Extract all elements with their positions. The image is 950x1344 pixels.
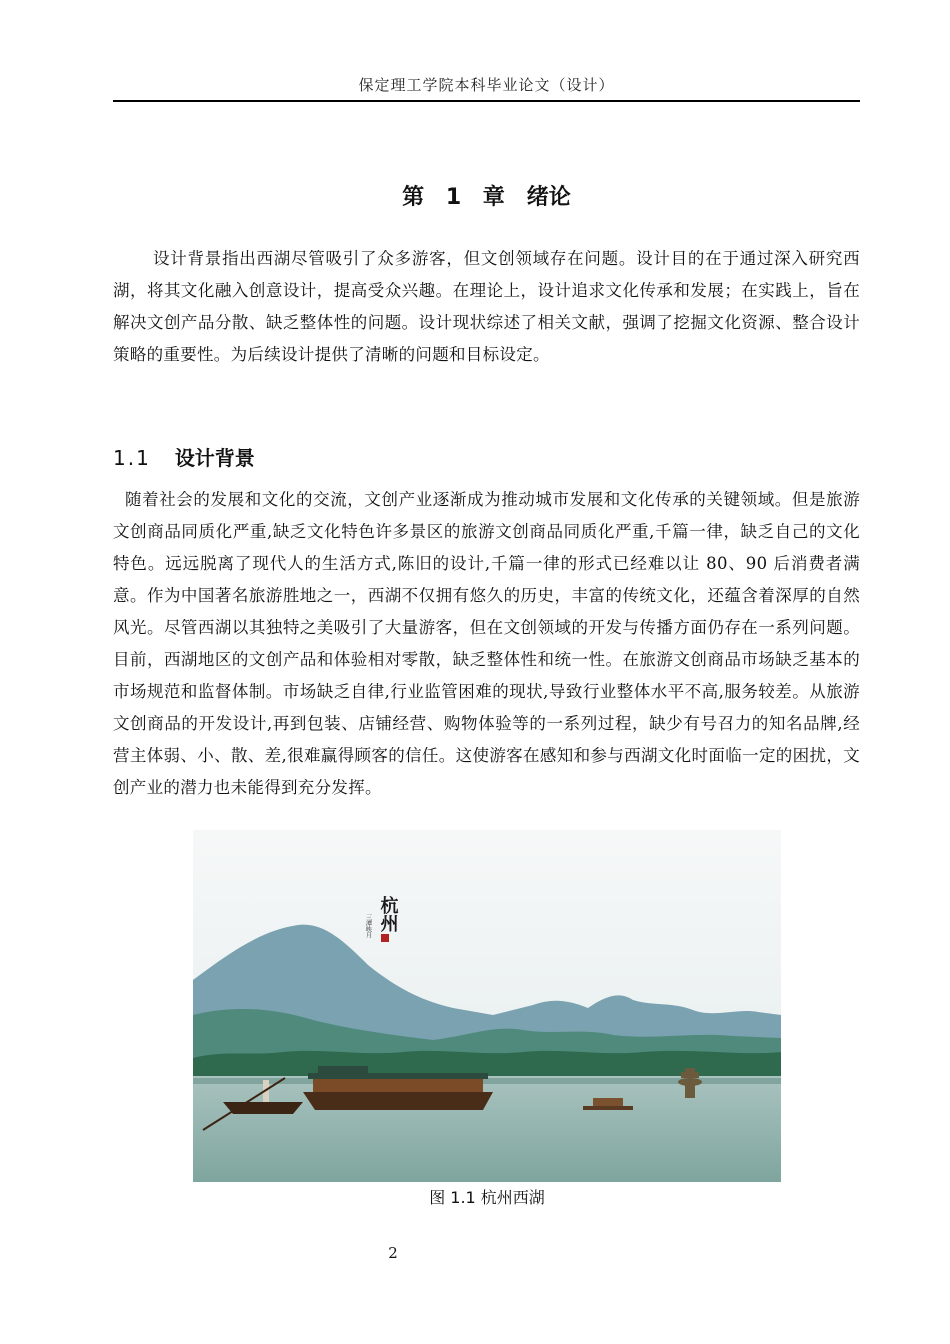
chapter-title: 第 1 章 绪论 [402, 185, 571, 210]
section-title-text: 设计背景 [174, 446, 255, 470]
calligraphy-text: 杭州 [377, 896, 399, 932]
section-heading [113, 442, 255, 471]
section-number: 1.1 [113, 446, 151, 470]
calligraphy-subtext: 三潭映月 [364, 914, 372, 938]
west-lake-photo [193, 830, 781, 1182]
seal-stamp [381, 934, 389, 942]
figure-caption: 图 1.1 杭州西湖 [429, 1188, 545, 1207]
page-number: 2 [388, 1244, 398, 1262]
background-paragraph: 随着社会的发展和文化的交流，文创产业逐渐成为推动城市发展和文化传承的关键领域。但是旅游文创商品同质化严重,缺乏文化特色许多景区的旅游文创商品同质化严重,千篇一律，缺乏自己的文化特色。远远脱离了现代人的生活方式,陈旧的设计,千篇一律的形式已经难以让 80、90 后消费者满意。作为中国著名旅游胜地之一，西湖不仅拥有悠久的历史，丰富的传统文化，还蕴含着深厚的自然风光。尽管西湖以其独特之美吸引了大量游客，但在文创领域的开发与传播方面仍存在一系列问题。目前，西湖地区的文创产品和体验相对零散，缺乏整体性和统一性。在旅游文创商品市场缺乏基本的市场规范和监督体制。市场缺乏自律,行业监管困难的现状,导致行业整体水平不高,服务较差。从旅游文创商品的开发设计,再到包装、店铺经营、购物体验等的一系列过程，缺少有号召力的知名品牌,经营主体弱、小、散、差,很难赢得顾客的信任。这使游客在感知和参与西湖文化时面临一定的困扰，文创产业的潜力也未能得到充分发挥。 [113, 490, 860, 797]
running-header: 保定理工学院本科毕业论文（设计） [358, 76, 615, 94]
intro-paragraph: 设计背景指出西湖尽管吸引了众多游客，但文创领域存在问题。设计目的在于通过深入研究西湖，将其文化融入创意设计，提高受众兴趣。在理论上，设计追求文化传承和发展；在实践上，旨在解决文创产品分散、缺乏整体性的问题。设计现状综述了相关文献，强调了挖掘文化资源、整合设计策略的重要性。为后续设计提供了清晰的问题和目标设定。 [113, 249, 860, 364]
header-rule [113, 100, 860, 102]
